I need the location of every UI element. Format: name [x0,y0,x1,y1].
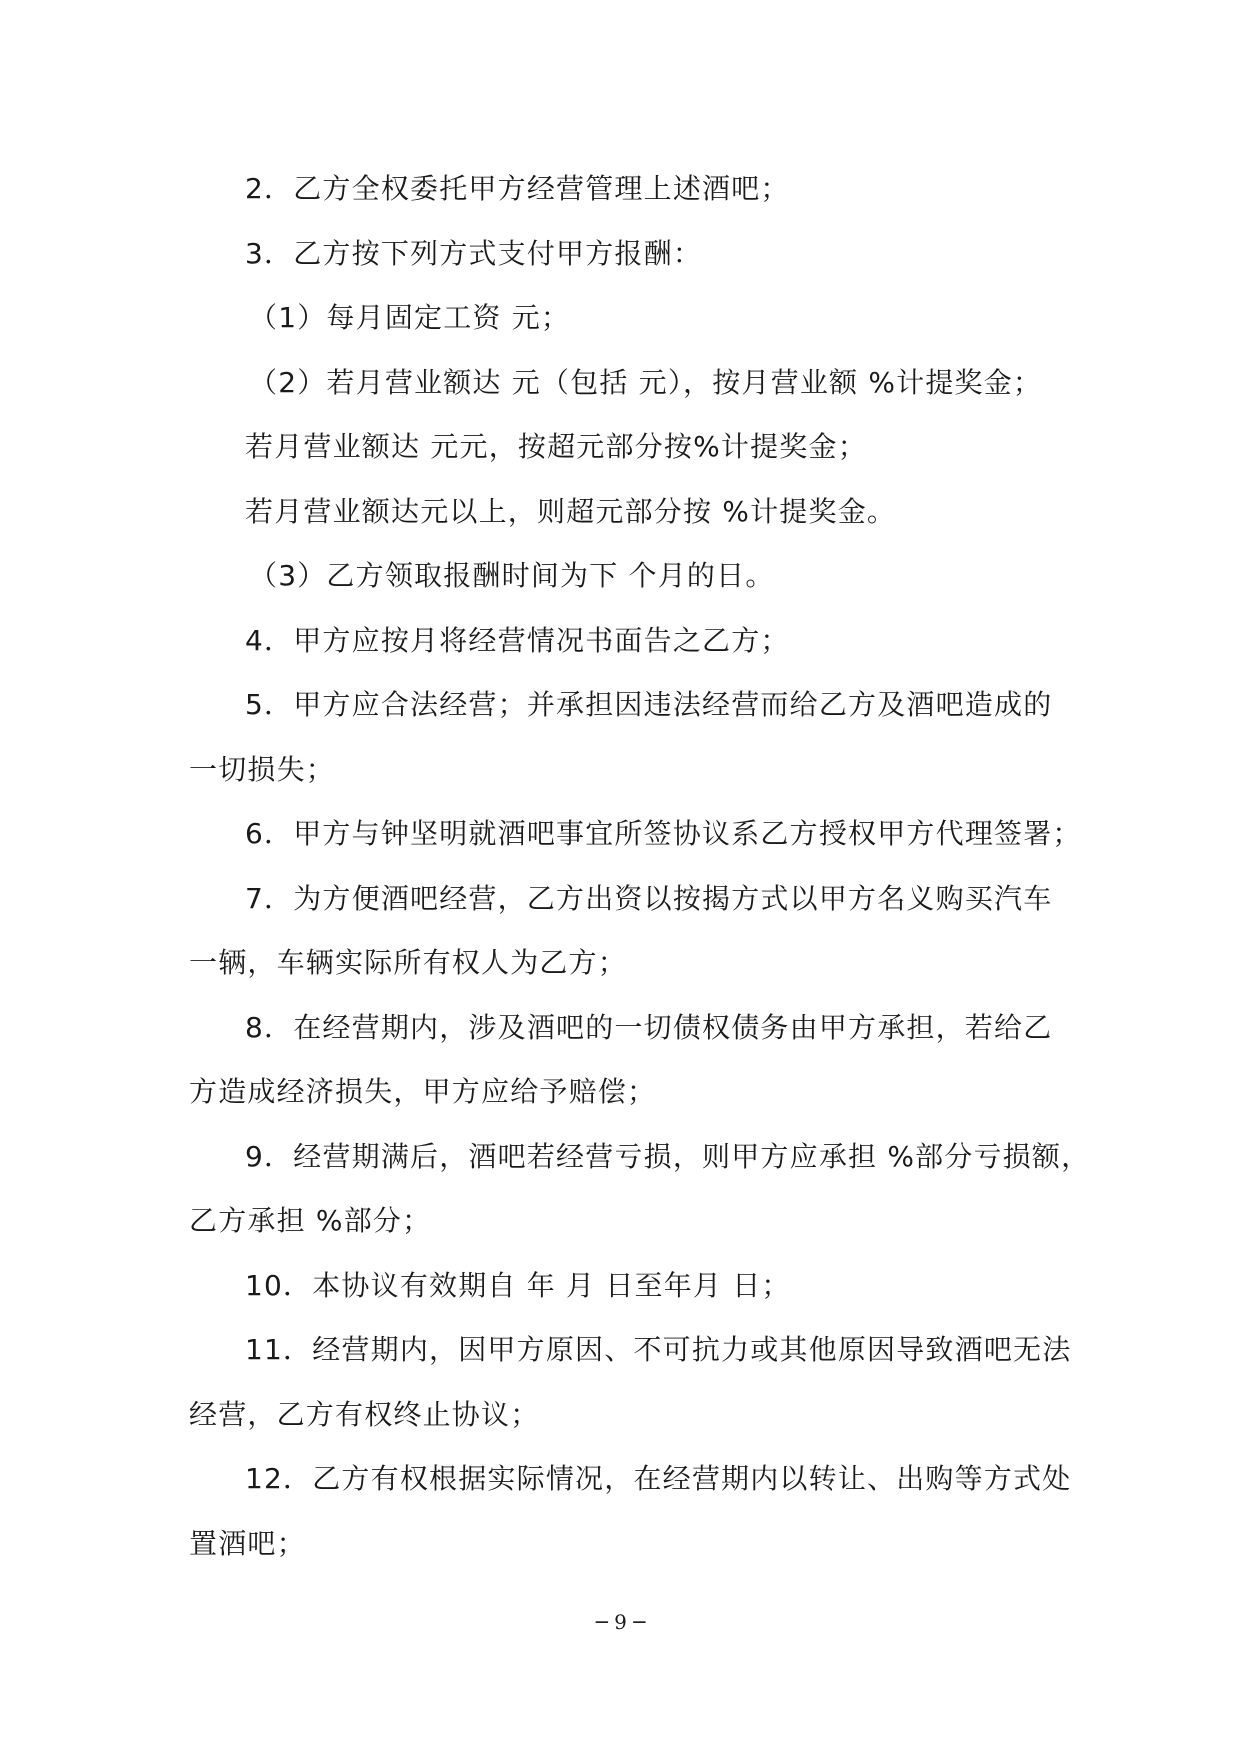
clause-7-continued: 一辆，车辆实际所有权人为乙方； [189,946,628,979]
clause-4: 4．甲方应按月将经营情况书面告之乙方； [245,623,790,657]
clause-10: 10．本协议有效期自 年 月 日至年月 日； [245,1268,791,1302]
clause-2: 2．乙方全权委托甲方经营管理上述酒吧； [245,172,790,205]
clause-3-item-3: （3）乙方领取报酬时间为下 个月的日。 [249,559,775,592]
clause-3-item-2-tier-3: 若月营业额达元以上，则超元部分按 %计提奖金。 [245,494,897,528]
clause-6: 6．甲方与钟坚明就酒吧事宜所签协议系乙方授权甲方代理签署； [245,817,1082,850]
clause-12: 12．乙方有权根据实际情况，在经营期内以转让、出购等方式处 [245,1462,1072,1495]
clause-3: 3．乙方按下列方式支付甲方报酬： [245,236,703,270]
clause-9: 9．经营期满后，酒吧若经营亏损，则甲方应承担 %部分亏损额， [245,1139,1091,1173]
clause-11: 11．经营期内，因甲方原因、不可抗力或其他原因导致酒吧无法 [245,1333,1072,1366]
clause-3-item-2-tier-2: 若月营业额达 元元，按超元部分按%计提奖金； [245,430,867,463]
document-body [189,157,1091,1576]
clause-5-continued: 一切损失； [189,752,336,786]
clause-7: 7．为方便酒吧经营，乙方出资以按揭方式以甲方名义购买汽车 [245,881,1053,915]
clause-12-continued: 置酒吧； [189,1526,306,1560]
clause-3-item-2: （2）若月营业额达 元（包括 元），按月营业额 %计提奖金； [249,365,1043,399]
clause-11-continued: 经营，乙方有权终止协议； [189,1397,540,1431]
clause-8: 8．在经营期内，涉及酒吧的一切债权债务由甲方承担，若给乙 [245,1010,1053,1044]
clause-9-continued: 乙方承担 %部分； [189,1204,432,1237]
clause-3-item-1: （1）每月固定工资 元； [249,301,571,334]
clause-5: 5．甲方应合法经营；并承担因违法经营而给乙方及酒吧造成的 [245,688,1053,721]
page-number: ─ 9 ─ [595,1610,646,1634]
clause-8-continued: 方造成经济损失，甲方应给予赔偿； [189,1075,657,1108]
